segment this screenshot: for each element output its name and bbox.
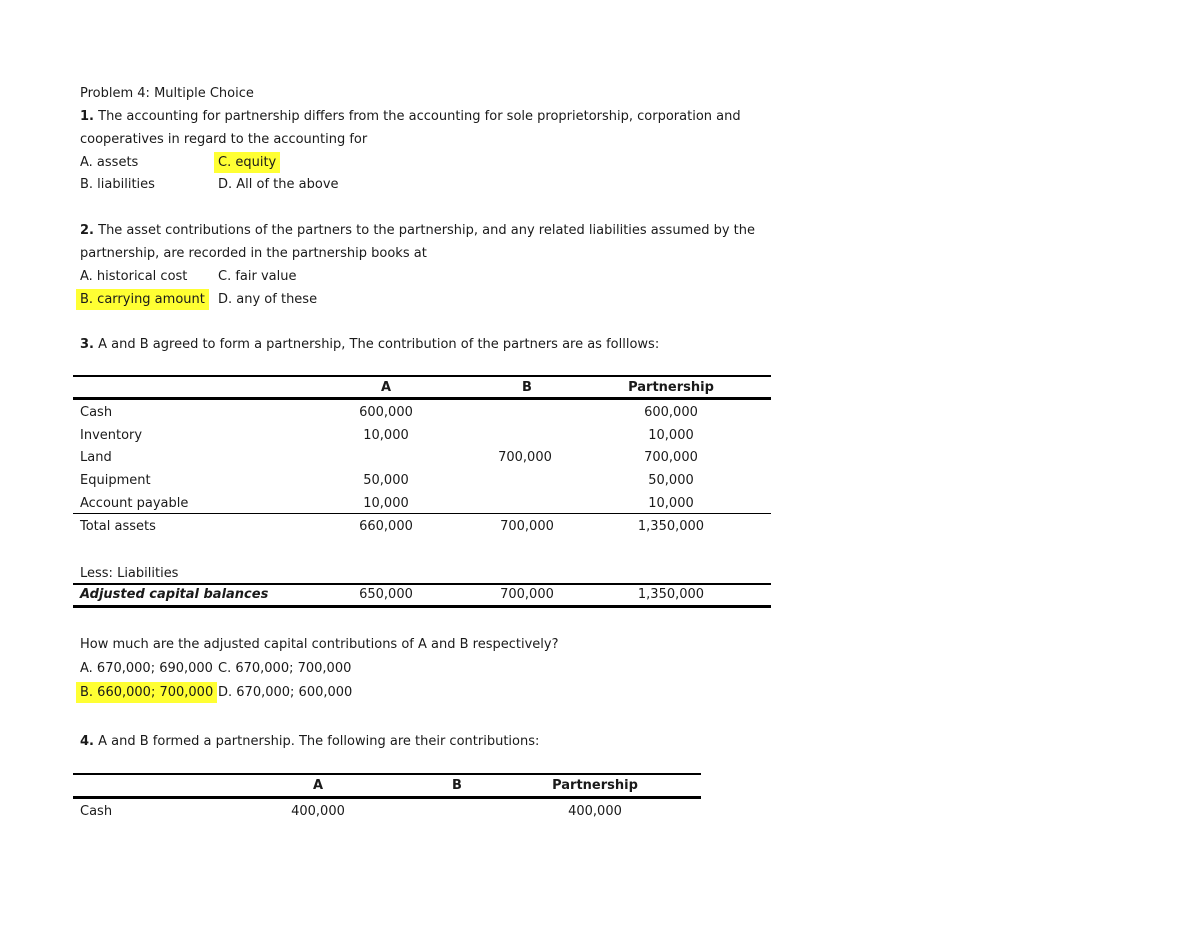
header-rule xyxy=(73,397,771,400)
q4-table-top-rule xyxy=(73,773,701,775)
q4-cell-cash-a: 400,000 xyxy=(291,804,345,819)
row-label-equipment: Equipment xyxy=(80,473,151,488)
q2-option-b: B. carrying amount xyxy=(76,289,209,310)
question-1-text: The accounting for partnership differs from the accounting for sole proprietorship, corporation and xyxy=(98,109,741,124)
cell-equipment-p: 50,000 xyxy=(648,473,694,488)
q2-option-d: D. any of these xyxy=(218,292,318,307)
q4-row-label-cash: Cash xyxy=(80,804,113,819)
question-3-number: 3. xyxy=(80,337,94,352)
cell-payable-p: 10,000 xyxy=(648,496,694,511)
cell-adjusted-b: 700,000 xyxy=(500,587,554,602)
q2-option-a: A. historical cost xyxy=(80,269,188,284)
less-liabilities-label: Less: Liabilities xyxy=(80,566,179,581)
question-4-text: A and B formed a partnership. The following are their contributions: xyxy=(98,734,540,749)
row-label-adjusted: Adjusted capital balances xyxy=(80,587,269,602)
header-a: A xyxy=(380,380,392,395)
question-3-prompt: How much are the adjusted capital contributions of A and B respectively? xyxy=(80,637,559,652)
q4-header-rule xyxy=(73,796,701,799)
q2-option-c: C. fair value xyxy=(218,269,297,284)
cell-inventory-p: 10,000 xyxy=(648,428,694,443)
question-1-line1 xyxy=(80,108,741,126)
cell-cash-a: 600,000 xyxy=(359,405,413,420)
q4-header-a: A xyxy=(312,778,324,793)
cell-adjusted-p: 1,350,000 xyxy=(637,587,705,602)
question-3-line xyxy=(80,336,659,354)
cell-total-b: 700,000 xyxy=(500,519,554,534)
question-2-number: 2. xyxy=(80,223,94,238)
question-1-number: 1. xyxy=(80,109,94,124)
cell-total-p: 1,350,000 xyxy=(637,519,705,534)
q1-option-a: A. assets xyxy=(80,155,139,170)
question-4-number: 4. xyxy=(80,734,94,749)
cell-inventory-a: 10,000 xyxy=(363,428,409,443)
cell-adjusted-a: 650,000 xyxy=(359,587,413,602)
question-2-line1 xyxy=(80,222,755,240)
header-b: B xyxy=(522,380,532,395)
row-label-land: Land xyxy=(80,450,112,465)
table-top-rule xyxy=(73,375,771,377)
cell-land-b: 700,000 xyxy=(498,450,552,465)
table-bottom-rule xyxy=(73,605,771,608)
q1-option-d: D. All of the above xyxy=(218,177,339,192)
cell-land-p: 700,000 xyxy=(644,450,698,465)
q1-option-b: B. liabilities xyxy=(80,177,155,192)
cell-payable-a: 10,000 xyxy=(363,496,409,511)
row-label-cash: Cash xyxy=(80,405,113,420)
row-label-account-payable: Account payable xyxy=(80,496,189,511)
q1-option-c: C. equity xyxy=(214,152,280,173)
cell-total-a: 660,000 xyxy=(359,519,413,534)
q3-option-b: B. 660,000; 700,000 xyxy=(76,682,217,703)
total-rule xyxy=(73,513,771,514)
question-2-text: The asset contributions of the partners to the partnership, and any related liabilities assumed by the xyxy=(98,223,756,238)
question-1-line2: cooperatives in regard to the accounting for xyxy=(80,132,368,147)
header-partnership: Partnership xyxy=(628,380,714,395)
q4-header-partnership: Partnership xyxy=(552,778,638,793)
q3-option-c: C. 670,000; 700,000 xyxy=(218,661,352,676)
problem-heading: Problem 4: Multiple Choice xyxy=(80,86,254,101)
q3-option-a: A. 670,000; 690,000 xyxy=(80,661,213,676)
q4-cell-cash-p: 400,000 xyxy=(568,804,622,819)
question-3-text: A and B agreed to form a partnership, The contribution of the partners are as folllows: xyxy=(98,337,660,352)
row-label-inventory: Inventory xyxy=(80,428,143,443)
q3-option-d: D. 670,000; 600,000 xyxy=(218,685,353,700)
cell-cash-p: 600,000 xyxy=(644,405,698,420)
question-4-line xyxy=(80,733,539,751)
adjusted-top-rule xyxy=(73,583,771,585)
q4-header-b: B xyxy=(452,778,462,793)
row-label-total-assets: Total assets xyxy=(80,519,156,534)
cell-equipment-a: 50,000 xyxy=(363,473,409,488)
question-2-line2: partnership, are recorded in the partnership books at xyxy=(80,246,427,261)
